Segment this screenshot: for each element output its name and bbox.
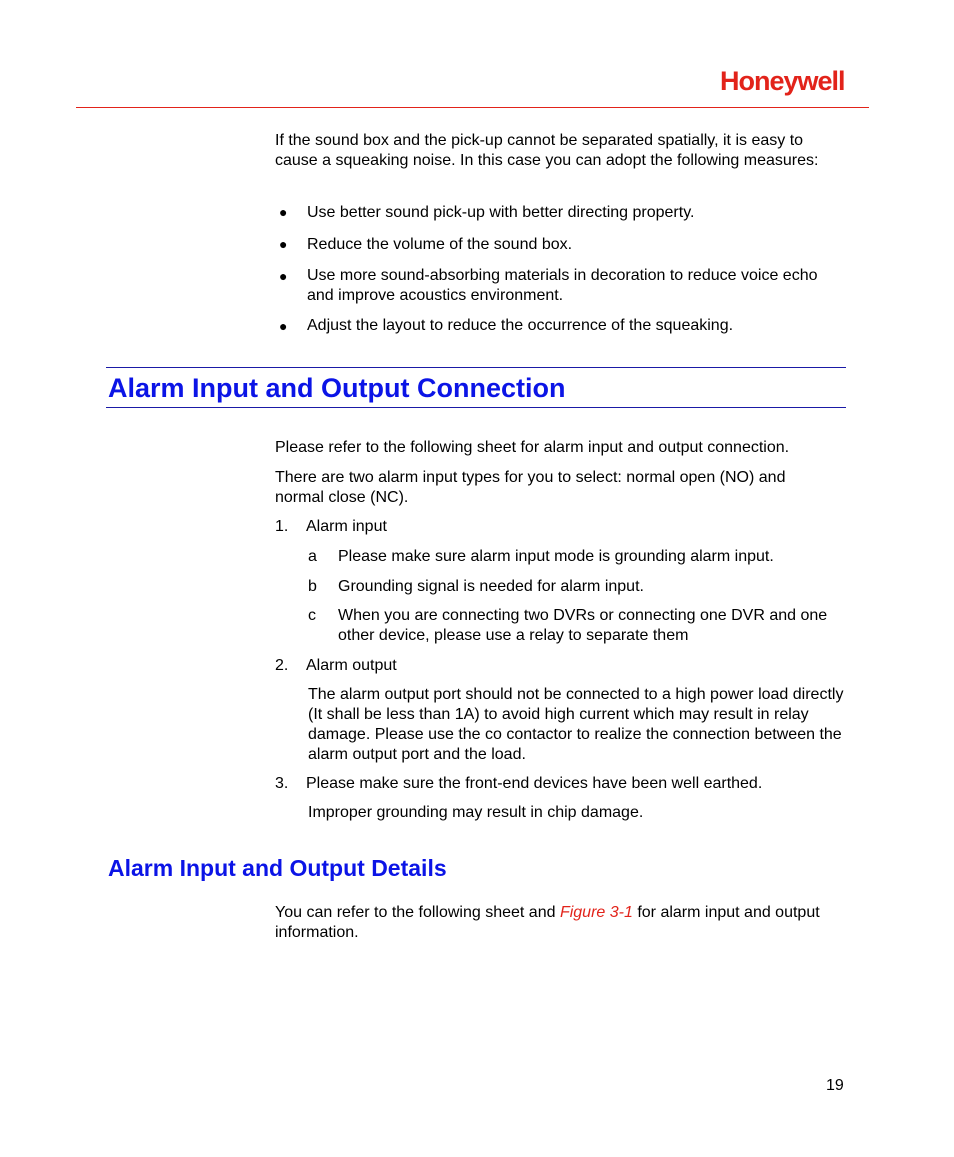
heading-top-rule [106, 367, 846, 368]
section1-paragraph: Please refer to the following sheet for alarm input and output connection. [275, 439, 790, 456]
bullet-item: Adjust the layout to reduce the occurrence of the squeaking. [307, 317, 734, 334]
bullet-icon: ● [279, 236, 288, 252]
list-item-label: Alarm input [306, 518, 387, 535]
sublist-letter: a [308, 548, 317, 565]
list-item-detail: Improper grounding may result in chip damage. [308, 804, 644, 821]
section-heading-alarm-connection: Alarm Input and Output Connection [108, 373, 566, 403]
honeywell-logo: Honeywell [720, 66, 845, 96]
sublist-item: When you are connecting two DVRs or connecting one DVR and one other device, please use a relay to separate them [338, 607, 828, 644]
sublist-letter: b [308, 578, 317, 595]
list-item-detail: The alarm output port should not be connected to a high power load directly (It shall be less than 1A) to avoid high current which may result in relay damage. Please use the co contactor to realize the connection between the alarm output port and the load. [308, 686, 844, 763]
bullet-icon: ● [279, 268, 288, 284]
list-number: 3. [275, 775, 289, 792]
header-rule [76, 107, 869, 108]
bullet-item: Reduce the volume of the sound box. [307, 236, 573, 253]
section-heading-alarm-details: Alarm Input and Output Details [108, 855, 447, 881]
list-number: 2. [275, 657, 289, 674]
bullet-icon: ● [279, 318, 288, 334]
section2-text-before: You can refer to the following sheet and [275, 904, 556, 921]
section2-text-after: for alarm input and output information. [275, 904, 820, 941]
sublist-item: Please make sure alarm input mode is grounding alarm input. [338, 548, 774, 565]
heading-bottom-rule [106, 407, 846, 408]
bullet-item: Use better sound pick-up with better directing property. [307, 204, 695, 221]
figure-link[interactable]: Figure 3-1 [559, 904, 633, 921]
intro-paragraph: If the sound box and the pick-up cannot be separated spatially, it is easy to cause a squeaking noise. In this case you can adopt the following measures: [275, 132, 819, 169]
section2-paragraph [275, 903, 835, 943]
list-number: 1. [275, 518, 289, 535]
section1-paragraph: There are two alarm input types for you to select: normal open (NO) and normal close (NC). [275, 469, 786, 506]
bullet-icon: ● [279, 204, 288, 220]
list-item-label: Alarm output [306, 657, 397, 674]
sublist-item: Grounding signal is needed for alarm input. [338, 578, 644, 595]
page-number: 19 [826, 1077, 844, 1094]
bullet-item: Use more sound-absorbing materials in decoration to reduce voice echo and improve acoustics environment. [307, 267, 818, 304]
sublist-letter: c [308, 607, 316, 624]
list-item-label: Please make sure the front-end devices have been well earthed. [306, 775, 763, 792]
